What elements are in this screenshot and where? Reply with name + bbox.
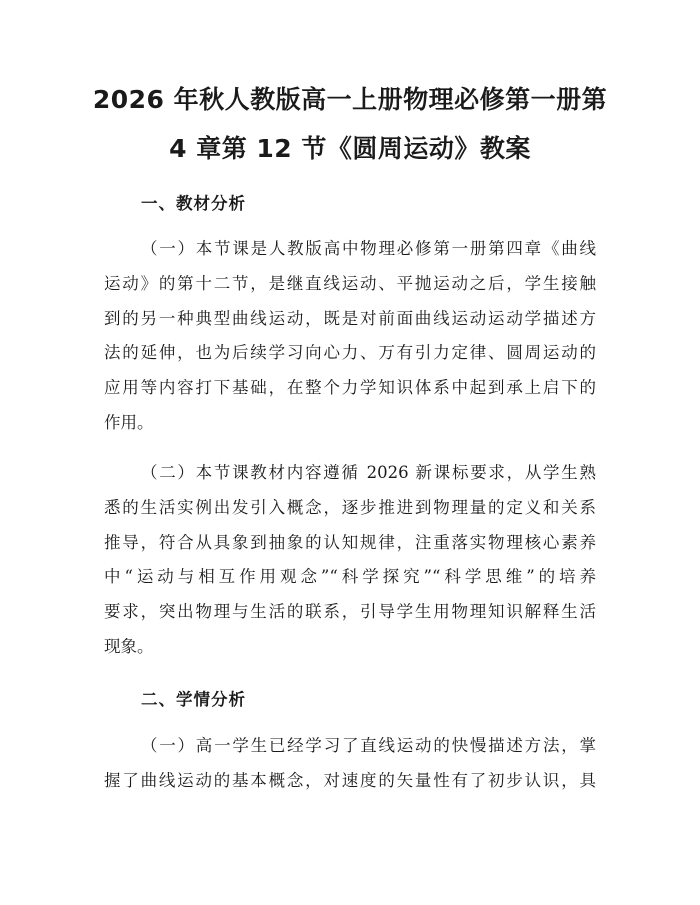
paragraph-line: （二）本节课教材内容遵循 2026 新课标要求，从学生熟 [141, 463, 596, 482]
paragraph-line: 到的另一种典型曲线运动，既是对前面曲线运动运动学描述方 [104, 308, 596, 328]
paragraph-line: 运动》的第十二节，是继直线运动、平抛运动之后，学生接触 [104, 273, 596, 293]
paragraph-line: （一）本节课是人教版高中物理必修第一册第四章《曲线 [141, 239, 596, 258]
paragraph-line: 现象。 [104, 636, 154, 656]
paragraph-line: （一）高一学生已经学习了直线运动的快慢描述方法，掌 [141, 736, 596, 755]
paragraph-1-1 [104, 232, 596, 441]
document-title-line-2: 4 章第 12 节《圆周运动》教案 [169, 134, 531, 163]
paragraph-line: 悉的生活实例出发引入概念，逐步推进到物理量的定义和关系 [104, 497, 596, 517]
paragraph-1-2 [104, 456, 596, 665]
document-title-line-1: 2026 年秋人教版高一上册物理必修第一册第 [92, 85, 608, 114]
paragraph-line: 要求，突出物理与生活的联系，引导学生用物理知识解释生活 [104, 602, 596, 622]
section-heading-student-analysis: 二、学情分析 [141, 690, 246, 709]
paragraph-line: 推导，符合从具象到抽象的认知规律，注重落实物理核心素养 [104, 532, 596, 552]
section-heading-textbook-analysis: 一、教材分析 [141, 194, 246, 213]
paragraph-line: 握了曲线运动的基本概念，对速度的矢量性有了初步认识，具 [104, 770, 596, 790]
paragraph-line: 中“运动与相互作用观念”“科学探究”“科学思维”的培养 [104, 567, 596, 587]
paragraph-line: 应用等内容打下基础，在整个力学知识体系中起到承上启下的 [104, 378, 596, 398]
paragraph-2-1 [104, 729, 596, 799]
paragraph-line: 作用。 [104, 412, 154, 432]
paragraph-line: 法的延伸，也为后续学习向心力、万有引力定律、圆周运动的 [104, 343, 596, 363]
